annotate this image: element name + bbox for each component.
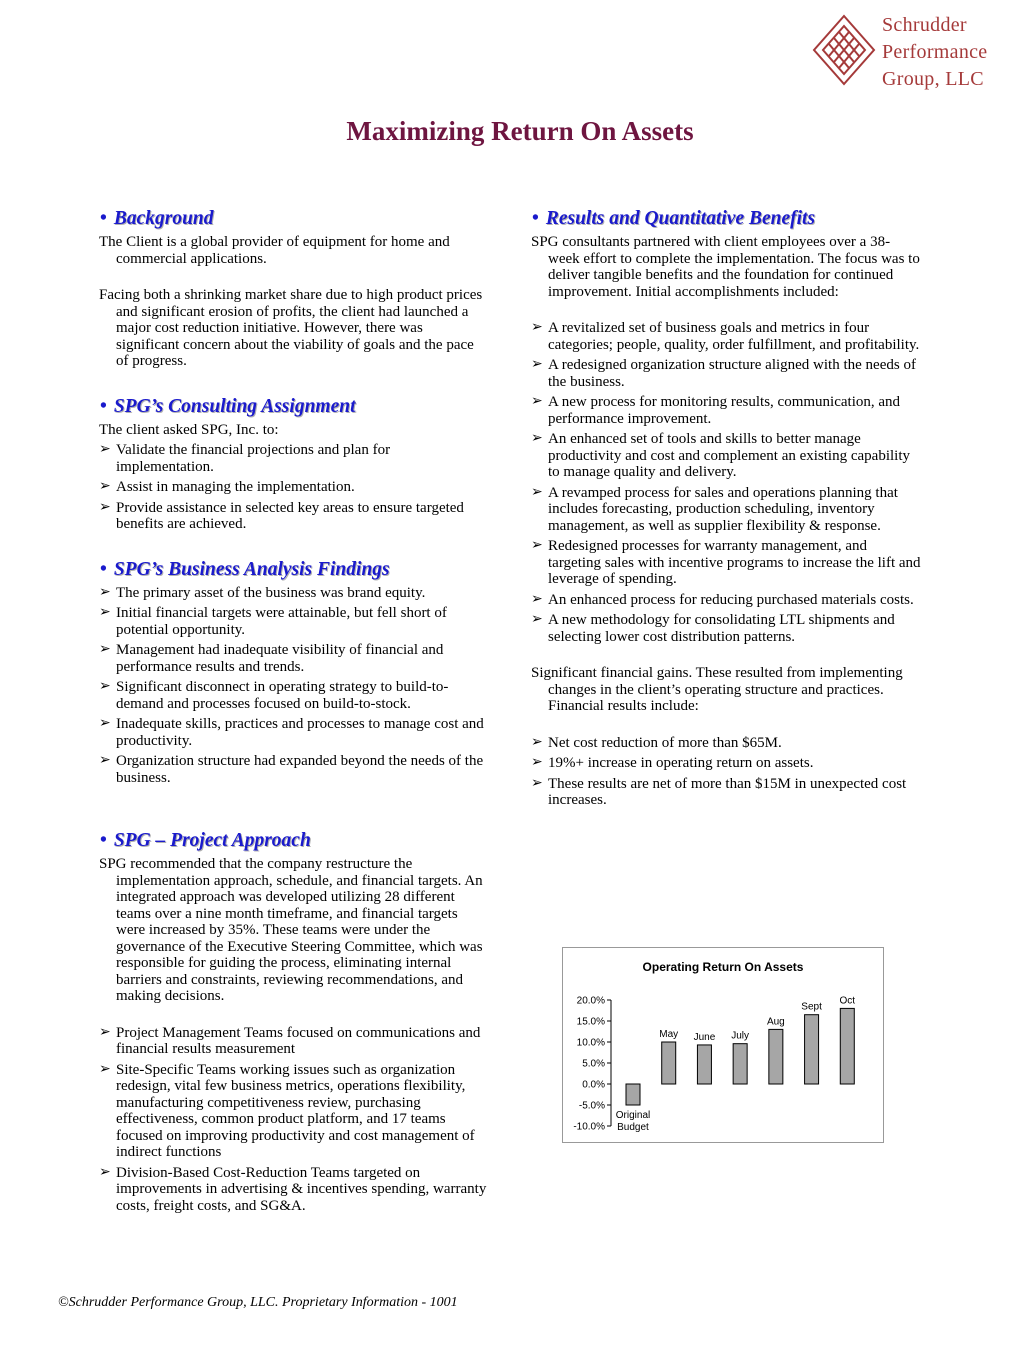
bar [697,1045,711,1084]
bullet-icon: • [532,208,539,229]
arrow-bullet-icon: ➢ [531,431,543,446]
list-item: ➢ Significant disconnect in operating strategy to build-to-demand and processes focused on build-to-stock. [99,679,449,712]
bar-label: Aug [766,1016,785,1028]
ora-chart [562,947,884,1143]
y-tick-label: 10.0% [576,1037,605,1049]
list-item: ➢ Provide assistance in selected key areas to ensure targeted benefits are achieved. [99,499,464,532]
list-item: ➢ Division-Based Cost-Reduction Teams targeted on improvements in advertising & incentives spending, warranty costs, freight costs, and SG&A. [99,1164,487,1214]
bar-label: Budget [617,1122,649,1133]
list-item: ➢ Site-Specific Teams working issues such as organization redesign, vital few business metrics, operations flexibility, manufacturing competitiveness review, purchasing effectiveness, common product platform, and 17 teams focused on improving productivity and cost management of indirect functions [99,1061,475,1160]
arrow-bullet-icon: ➢ [99,479,111,494]
paragraph: SPG recommended that the company restructure the implementation approach, schedule, and financial targets. An integrated approach was developed utilizing 28 different teams over a nine month timeframe, and financial targets were increased by 35%. These teams were under the governance of the Executive Steering Committee, which was responsible for guiding the process, eliminating internal barriers and constraints, reviewing recommendations, and making decisions. [99,856,483,1004]
list-item: ➢ Initial financial targets were attainable, but fell short of potential opportunity. [99,605,447,638]
bullet-icon: • [100,558,107,580]
arrow-bullet-icon: ➢ [99,1024,111,1040]
list-item: ➢ A revitalized set of business goals and metrics in four categories; people, quality, order fulfillment, and profitability. [531,320,920,353]
arrow-bullet-icon: ➢ [99,642,111,657]
bar [662,1042,676,1084]
list-item: ➢ A new methodology for consolidating LTL shipments and selecting lower cost distribution patterns. [531,612,895,645]
bar-label: July [731,1030,750,1042]
list-item: ➢ Inadequate skills, practices and processes to manage cost and productivity. [99,716,484,749]
section-heading-background: • Background [100,208,214,229]
arrow-bullet-icon: ➢ [99,584,111,600]
arrow-bullet-icon: ➢ [531,538,543,553]
y-tick-label: 15.0% [576,1016,605,1028]
arrow-bullet-icon: ➢ [531,734,543,750]
bar [805,1015,819,1084]
bar-label: June [693,1031,716,1043]
list-item: ➢ Net cost reduction of more than $65M. [531,734,782,751]
logo-line-2: Performance [882,41,988,63]
section-heading-findings: • SPG’s Business Analysis Findings [100,558,390,580]
chart-title: Operating Return On Assets [642,960,804,974]
list-item: ➢ An enhanced set of tools and skills to better manage productivity and cost and complement an existing capability to manage quality and delivery. [531,431,910,480]
arrow-bullet-icon: ➢ [99,679,111,694]
company-logo [812,10,1022,95]
bar [626,1084,640,1105]
list-item: ➢ Project Management Teams focused on communications and financial results measurement [99,1024,481,1057]
arrow-bullet-icon: ➢ [531,775,543,791]
diamond-logo-icon [812,14,876,86]
arrow-bullet-icon: ➢ [531,591,543,607]
chart-svg [563,948,883,1142]
list-item: ➢ An enhanced process for reducing purchased materials costs. [531,591,914,608]
bar-label: Sept [801,1001,822,1013]
logo-line-3: Group, LLC [882,68,984,90]
arrow-bullet-icon: ➢ [531,755,543,770]
arrow-bullet-icon: ➢ [99,753,111,768]
list-item: ➢ A redesigned organization structure aligned with the needs of the business. [531,357,916,390]
list-item: ➢ Management had inadequate visibility of financial and performance results and trends. [99,642,444,675]
paragraph: The client asked SPG, Inc. to: [99,421,279,438]
arrow-bullet-icon: ➢ [99,1164,111,1180]
arrow-bullet-icon: ➢ [99,442,111,457]
bar-label: May [659,1029,679,1040]
arrow-bullet-icon: ➢ [99,499,111,515]
right-column [531,208,921,813]
bullet-icon: • [100,208,107,229]
bullet-icon: • [100,830,107,851]
list-item: ➢ Assist in managing the implementation. [99,479,355,495]
footer-note: ©Schrudder Performance Group, LLC. Proprietary Information - 1001 [58,1295,458,1310]
bar [769,1029,783,1084]
list-item: ➢ 19%+ increase in operating return on assets. [531,755,814,771]
bar-label: Original [615,1110,651,1121]
paragraph: Facing both a shrinking market share due to high product prices and significant erosion of profits, the client had launched a major cost reduction initiative. However, there was significant concern about the viability of goals and the pace of progress. [99,287,483,369]
arrow-bullet-icon: ➢ [531,484,543,500]
y-tick-label: 0.0% [582,1079,605,1091]
arrow-bullet-icon: ➢ [99,1061,111,1077]
section-heading-assignment: • SPG’s Consulting Assignment [100,395,356,417]
arrow-bullet-icon: ➢ [99,716,111,731]
section-heading-results: • Results and Quantitative Benefits [532,208,816,229]
list-item: ➢ A new process for monitoring results, communication, and performance improvement. [531,394,901,427]
list-item: ➢ The primary asset of the business was brand equity. [99,584,426,601]
paragraph: Significant financial gains. These resulted from implementing changes in the client’s operating structure and practices. Financial results include: [531,665,903,714]
left-column [99,208,489,1218]
y-tick-label: -10.0% [573,1121,605,1133]
company-name [882,12,987,93]
list-item: ➢ Organization structure had expanded beyond the needs of the business. [99,753,484,786]
paragraph: The Client is a global provider of equipment for home and commercial applications. [99,234,450,267]
y-tick-label: 20.0% [576,995,605,1007]
list-item: ➢ These results are net of more than $15M in unexpected cost increases. [531,775,907,808]
arrow-bullet-icon: ➢ [531,612,543,627]
logo-line-1: Schrudder [882,14,967,36]
paragraph: SPG consultants partnered with client employees over a 38-week effort to complete the implementation. The focus was to deliver tangible benefits and the foundation for continued improvement. Initial accomplishments included: [531,234,920,300]
bar [733,1044,747,1084]
list-item: ➢ Redesigned processes for warranty management, and targeting sales with incentive programs to increase the lift and leverage of spending. [531,538,921,587]
list-item: ➢ A revamped process for sales and operations planning that includes forecasting, production scheduling, inventory management, as well as supplier flexibility & response. [531,484,898,534]
bar [840,1008,854,1084]
bullet-icon: • [100,395,107,417]
arrow-bullet-icon: ➢ [531,357,543,372]
section-heading-approach: • SPG – Project Approach [100,830,311,851]
arrow-bullet-icon: ➢ [99,605,111,620]
arrow-bullet-icon: ➢ [531,320,543,335]
y-tick-label: -5.0% [578,1100,605,1112]
bar-label: Oct [839,995,856,1007]
list-item: ➢ Validate the financial projections and plan for implementation. [99,442,391,475]
arrow-bullet-icon: ➢ [531,394,543,409]
page-title: Maximizing Return On Assets [346,116,694,146]
y-tick-label: 5.0% [582,1058,605,1070]
